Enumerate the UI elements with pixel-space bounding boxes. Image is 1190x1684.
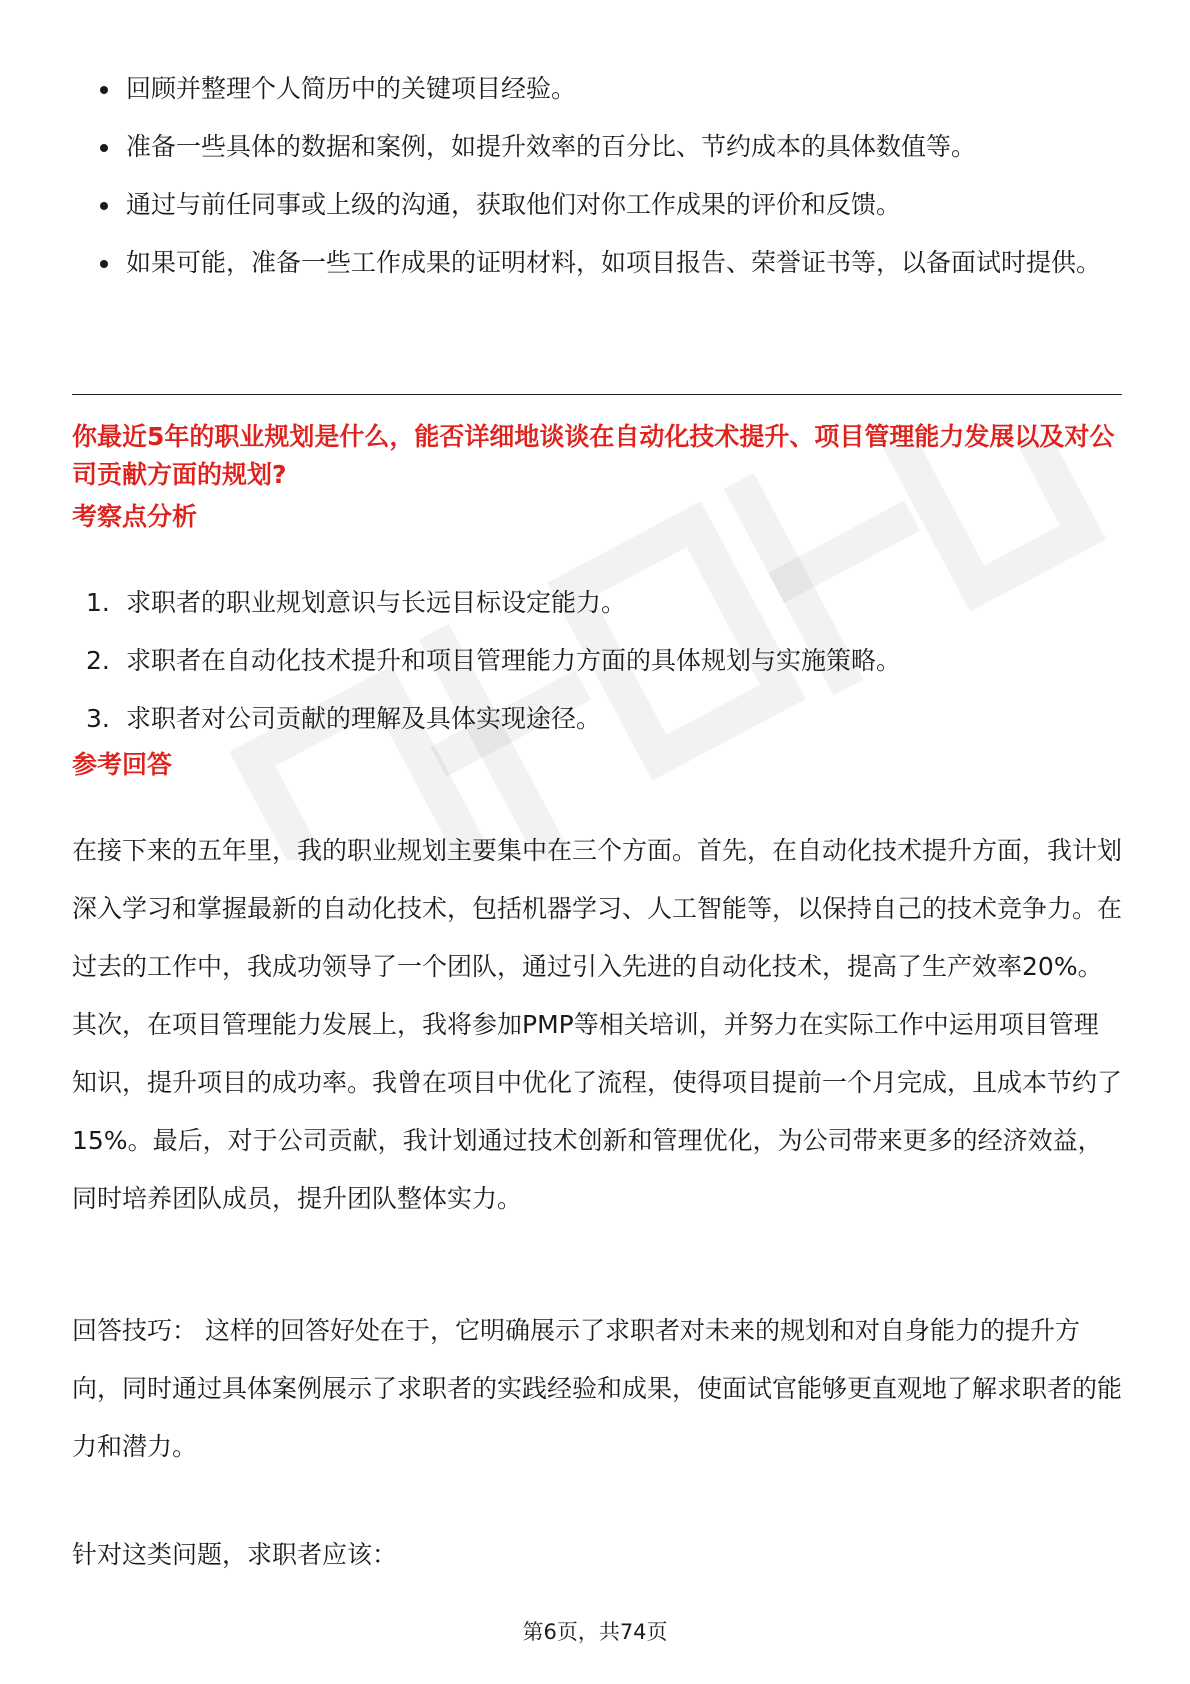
preparation-bullet-list xyxy=(72,60,1122,292)
list-item-text: 求职者的职业规划意识与长远目标设定能力。 xyxy=(126,588,627,617)
question-heading: 你最近5年的职业规划是什么，能否详细地谈谈在自动化技术提升、项目管理能力发展以及对公司贡献方面的规划? xyxy=(72,422,1115,489)
list-number: 1. xyxy=(86,588,110,617)
document-page xyxy=(72,0,1122,1684)
bullet-text: 通过与前任同事或上级的沟通，获取他们对你工作成果的评价和反馈。 xyxy=(126,190,902,219)
list-item xyxy=(72,234,1122,292)
list-number: 3. xyxy=(86,704,110,733)
analysis-heading: 考察点分析 xyxy=(72,502,198,531)
list-item-text: 求职者对公司贡献的理解及具体实现途径。 xyxy=(126,704,602,733)
list-number: 2. xyxy=(86,646,110,675)
list-item xyxy=(72,574,1122,632)
page-footer: 第6页，共74页 xyxy=(522,1620,668,1644)
list-item xyxy=(72,118,1122,176)
bullet-text: 如果可能，准备一些工作成果的证明材料，如项目报告、荣誉证书等，以备面试时提供。 xyxy=(126,248,1102,277)
list-item-text: 求职者在自动化技术提升和项目管理能力方面的具体规划与实施策略。 xyxy=(126,646,902,675)
section-divider xyxy=(72,394,1122,395)
list-item xyxy=(72,176,1122,234)
bullet-icon xyxy=(100,202,108,210)
answer-paragraph: 在接下来的五年里，我的职业规划主要集中在三个方面。首先，在自动化技术提升方面，我计划深入学习和掌握最新的自动化技术，包括机器学习、人工智能等，以保持自己的技术竞争力。在过去的工作中，我成功领导了一个团队，通过引入先进的自动化技术，提高了生产效率20%。其次，在项目管理能力发展上，我将参加PMP等相关培训，并努力在实际工作中运用项目管理知识，提升项目的成功率。我曾在项目中优化了流程，使得项目提前一个月完成，且成本节约了15%。最后，对于公司贡献，我计划通过技术创新和管理优化，为公司带来更多的经济效益，同时培养团队成员，提升团队整体实力。 xyxy=(72,836,1123,1213)
list-item xyxy=(72,632,1122,690)
answer-heading: 参考回答 xyxy=(72,750,173,779)
bullet-text: 准备一些具体的数据和案例，如提升效率的百分比、节约成本的具体数值等。 xyxy=(126,132,977,161)
bullet-icon xyxy=(100,260,108,268)
bullet-text: 回顾并整理个人简历中的关键项目经验。 xyxy=(126,74,577,103)
tips-paragraph: 回答技巧： 这样的回答好处在于，它明确展示了求职者对未来的规划和对自身能力的提升方向，同时通过具体案例展示了求职者的实践经验和成果，使面试官能够更直观地了解求职者的能力和潜力。 xyxy=(72,1316,1123,1461)
bullet-icon xyxy=(100,144,108,152)
analysis-list xyxy=(72,574,1122,748)
list-item xyxy=(72,690,1122,748)
closing-paragraph: 针对这类问题，求职者应该： xyxy=(72,1540,398,1569)
list-item xyxy=(72,60,1122,118)
bullet-icon xyxy=(100,86,108,94)
